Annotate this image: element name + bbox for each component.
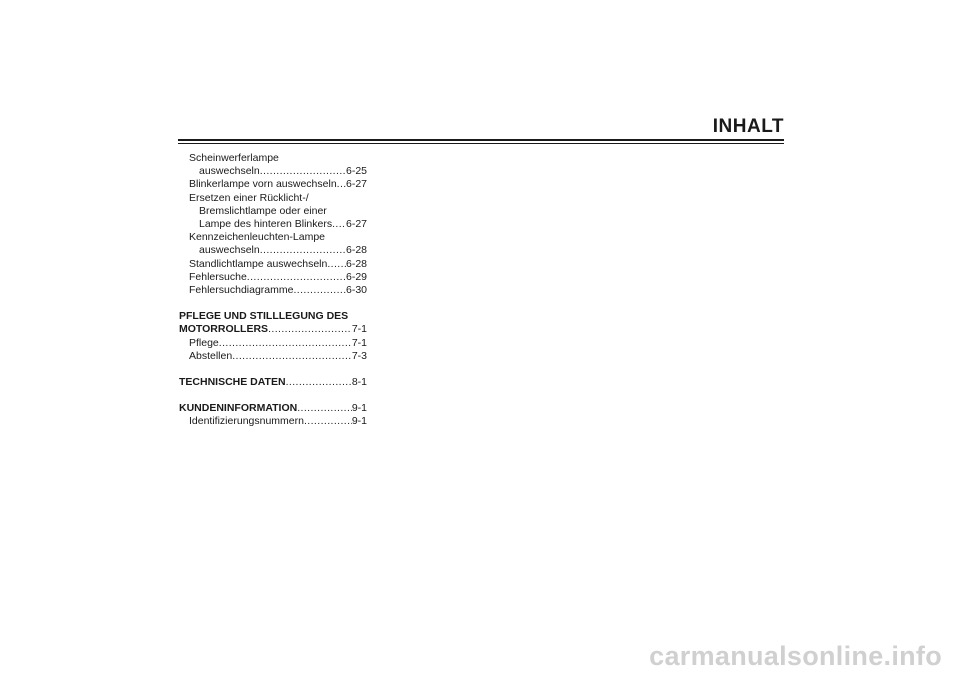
- page-title: INHALT: [712, 116, 784, 137]
- leader-dots: [247, 271, 346, 284]
- leader-dots: [304, 415, 352, 428]
- leader-dots: [232, 350, 352, 363]
- toc-entry-standlicht[interactable]: Standlichtlampe auswechseln ..... 6-28: [179, 258, 367, 271]
- toc-entry-fehlersuche[interactable]: Fehlersuche ..... 6-29: [179, 271, 367, 284]
- toc-entry-ruecklicht-line2[interactable]: Bremslichtlampe oder einer: [199, 204, 327, 217]
- toc-entry-ruecklicht[interactable]: Lampe des hinteren Blinkers ..... 6-27: [179, 218, 367, 231]
- header-rule-thick: [178, 139, 784, 141]
- section-gap: [179, 297, 367, 310]
- toc-section-pflege[interactable]: MOTORROLLERS ..... 7-1: [179, 323, 367, 336]
- page-number: 9-1: [351, 415, 367, 428]
- toc-entry-ruecklicht-title[interactable]: Ersetzen einer Rücklicht-/: [189, 191, 309, 204]
- leader-dots: [337, 178, 346, 191]
- toc-section-technische-daten[interactable]: TECHNISCHE DATEN ..... 8-1: [179, 376, 367, 389]
- page-number: 6-29: [345, 270, 367, 283]
- leader-dots: [268, 323, 352, 336]
- toc-entry-abstellen[interactable]: Abstellen ..... 7-3: [179, 350, 367, 363]
- page-number: 9-1: [351, 402, 367, 415]
- page-number: 6-27: [345, 218, 367, 231]
- toc-entry-scheinwerfer-title[interactable]: Scheinwerferlampe: [189, 152, 279, 164]
- leader-dots: [219, 337, 352, 350]
- toc-section-kundeninformation[interactable]: KUNDENINFORMATION ..... 9-1: [179, 402, 367, 415]
- table-of-contents: [179, 152, 367, 429]
- page-number: 7-3: [351, 349, 367, 362]
- toc-entry-pflege[interactable]: Pflege ..... 7-1: [179, 337, 367, 350]
- leader-dots: [332, 218, 346, 231]
- toc-entry-identifizierungsnummern[interactable]: Identifizierungsnummern ..... 9-1: [179, 415, 367, 428]
- page-number: 7-1: [351, 323, 367, 336]
- leader-dots: [297, 402, 352, 415]
- toc-entry-fehlersuchdiagramme[interactable]: Fehlersuchdiagramme ..... 6-30: [179, 284, 367, 297]
- page-number: 7-1: [351, 336, 367, 349]
- header-rule-thin: [178, 143, 784, 144]
- toc-entry-scheinwerfer[interactable]: auswechseln ..... 6-25: [179, 165, 367, 178]
- page-number: 6-30: [345, 284, 367, 297]
- page-number: 6-25: [345, 165, 367, 178]
- toc-entry-blinker[interactable]: Blinkerlampe vorn auswechseln ..... 6-27: [179, 178, 367, 191]
- section-gap: [179, 389, 367, 402]
- page-number: 6-27: [345, 178, 367, 191]
- section-gap: [179, 363, 367, 376]
- watermark: carmanualsonline.info: [649, 641, 942, 671]
- page-number: 8-1: [351, 376, 367, 389]
- page-number: 6-28: [345, 244, 367, 257]
- leader-dots: [327, 258, 346, 271]
- toc-entry-kennzeichen-title[interactable]: Kennzeichenleuchten-Lampe: [189, 231, 326, 244]
- leader-dots: [260, 165, 346, 178]
- leader-dots: [260, 244, 346, 257]
- toc-section-pflege-title[interactable]: PFLEGE UND STILLLEGUNG DES: [179, 310, 349, 323]
- leader-dots: [286, 376, 352, 389]
- page-number: 6-28: [345, 257, 367, 270]
- toc-entry-kennzeichen[interactable]: auswechseln ..... 6-28: [179, 244, 367, 257]
- leader-dots: [293, 284, 346, 297]
